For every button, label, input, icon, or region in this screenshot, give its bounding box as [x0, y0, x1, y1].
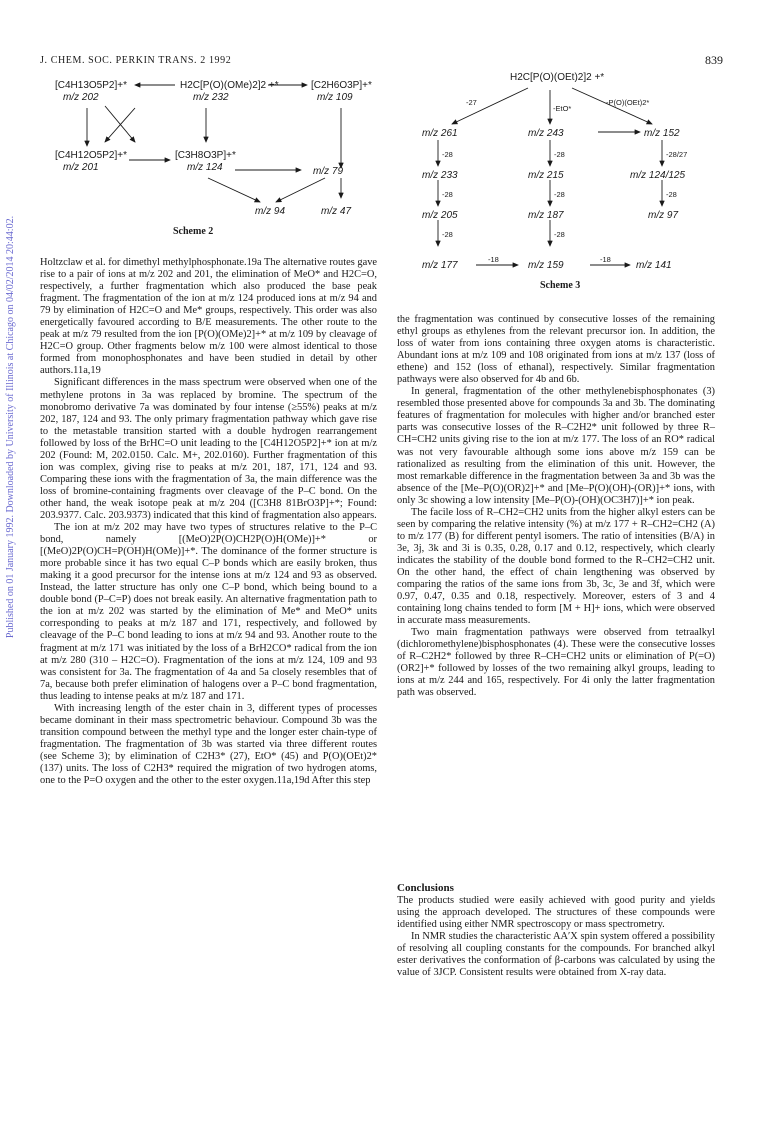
mz-152: m/z 152 — [644, 128, 680, 139]
paragraph: Significant differences in the mass spectrum were observed when one of the methylene protons in 3a was replaced by bromine. The spectrum of the monobromo derivative 7a was dominated by four intense (≥55%) peaks at m/z 202, 187, 124 and 93. The only primary fragmentation pathway which gave rise to the metastable transition started with a double hydrogen rearrangement followed by loss of the BrHC=O unit leading to the [C4H12O5P2]+* ion at m/z 202 (Found: M, 202.0150. Calc. M+, 202.0160). Further fragmentation of this ion was complex, giving rise to peaks at m/z 201, 187, 171, 124 and 93. Comparing these ions with the fragmentation of 3a, the main difference was the loss of bromine-containing fragments over cleavage of the P–C bond. On the other hand, the weak isotope peak at m/z 204 ([C3H8 81BrO3P]+*; Found: 203.9377. Calc. 203.9373) indicated that this kind of fragmentation also appears. — [40, 377, 377, 521]
mz-159: m/z 159 — [528, 260, 564, 271]
loss-eto-label: -EtO* — [553, 104, 572, 113]
mz-261: m/z 261 — [422, 128, 458, 139]
mz-233: m/z 233 — [422, 170, 458, 181]
mz-97: m/z 97 — [648, 210, 679, 221]
mz-243: m/z 243 — [528, 128, 564, 139]
mz-202: m/z 202 — [63, 92, 99, 103]
mz-124-125: m/z 124/125 — [630, 170, 686, 181]
ion-c2h6o3p: [C2H6O3P]+* — [311, 80, 372, 91]
mz-141: m/z 141 — [636, 260, 672, 271]
loss-28-27-label: -28/27 — [666, 150, 688, 159]
loss-28-label: -28 — [554, 150, 565, 159]
paragraph: The products studied were easily achieved with good purity and yields using the approach developed. The structures of these compounds were identified using either NMR spectroscopy or mass spectrometry. — [397, 895, 715, 931]
mz-205: m/z 205 — [422, 210, 458, 221]
mz-109: m/z 109 — [317, 92, 353, 103]
scheme-2-caption: Scheme 2 — [173, 226, 214, 237]
paragraph: In general, fragmentation of the other methylenebisphosphonates (3) resembled those presented above for compounds 3a and 3b. The dominating features of fragmentation for molecules with higher and/or branched ester parts was consecutive losses of the R–C2H2* unit followed by three R–CH=CH2 units giving rise to the ion at m/z 177. The loss of an RO* radical was not very favourable although some ions above m/z 159 can be rationalized as resulting from the elimination of this unit. However, the most remarkable difference in the fragmentation between 3a and 3b was the absence of the [Me–P(O)(OR)2]+* and [Me–P(O)(OH)-(OR)]+* ions, with only 3c showing a low intensity [Me–P(O)-(OH)(OC3H7)]+* ion peak. — [397, 386, 715, 506]
ion-c4h13o5p2: [C4H13O5P2]+* — [55, 80, 127, 91]
mz-47: m/z 47 — [321, 206, 352, 217]
ion-c3h8o3p: [C3H8O3P]+* — [175, 150, 236, 161]
paragraph: Two main fragmentation pathways were observed from tetraalkyl (dichloromethylene)bisphosphonates (4). These were the consecutive losses of R–C2H2* followed by three R–CH=CH2 units or elimination of P(=O)(OR2]+* followed by losses of the two remaining alkyl groups, leading to ions at m/z 244 and 165, respectively. For 4i only the latter fragmentation path was observed. — [397, 627, 715, 699]
mz-232: m/z 232 — [193, 92, 229, 103]
page-number: 839 — [705, 53, 723, 67]
ion-c4h12o5p2: [C4H12O5P2]+* — [55, 150, 127, 161]
mz-215: m/z 215 — [528, 170, 564, 181]
loss-28-label: -28 — [554, 230, 565, 239]
scheme-3-caption: Scheme 3 — [540, 280, 581, 291]
left-column — [40, 257, 377, 787]
loss-18-label: -18 — [488, 255, 499, 264]
paragraph: The ion at m/z 202 may have two types of structures relative to the P–C bond, namely [(MeO)2P(O)CH2P(O)H(OMe)]+* or [(MeO)2P(O)CH=P(OH)H(OMe)]+*. The dominance of the former structure is more probable since it has two equal C–P bonds which are easily broken, thus making it a good precursor for the intense ions at m/z 124 and 93 as observed. Instead, the latter structure has only one C–P bond, which being bound to a double bond (P–C=P) does not break easily. An alternative fragmentation path to the ion at m/z 202 was started by the elimination of Me* and MeO* units corresponding to peaks at m/z 187 and 171, respectively, and followed by cleavage of the P–C bond leading to ions at m/z 94 and 93. Another route to the fragment at m/z 171 was initiated by the loss of a BrH2CO* radical from the ion at m/z 280 (310 – H2C=O). Fragmentation of the ions at m/z 124, 109 and 93 was consistent for 3a. The fragmentation of 4a and 5a closely resembles that of 7a, because both prefer elimination of halogens over a P–C bond fragmentation, thus leading to intense peaks at m/z 187 and 171. — [40, 522, 377, 702]
mz-94: m/z 94 — [255, 206, 286, 217]
mz-79: m/z 79 — [313, 166, 344, 177]
mz-187: m/z 187 — [528, 210, 564, 221]
loss-28-label: -28 — [442, 190, 453, 199]
paragraph: In NMR studies the characteristic AA′X spin system offered a possibility of resolving all coupling constants for the compounds. For branched alkyl ester derivatives the conformation of β-carbons was calculated by using the value of 3JCP. Consistent results were obtained from X-ray data. — [397, 931, 715, 979]
right-column — [397, 314, 715, 700]
mz-124: m/z 124 — [187, 162, 223, 173]
paragraph: With increasing length of the ester chain in 3, different types of processes became dominant in their mass spectrometric behaviour. Compound 3b was the transition compound between the methyl type and the longer ester chain-type of fragmentation. The fragmentation of 3b was started via three different routes (see Scheme 3); by elimination of C2H3* (27), EtO* (45) and P(O)(OEt)2* (137) units. The loss of C2H3* required the migration of two hydrogen atoms, one to the P=O oxygen and the other to the ester oxygen.11a,19d After this step — [40, 702, 377, 787]
ion-parent-methyl: H2C[P(O)(OMe)2]2 +* — [180, 80, 279, 91]
loss-18-label: -18 — [600, 255, 611, 264]
download-notice[interactable]: Published on 01 January 1992. Downloaded by University of Illinois at Chicago on 04/02/2014 20:44:02. — [5, 215, 16, 639]
mz-177: m/z 177 — [422, 260, 458, 271]
loss-27-label: -27 — [466, 98, 477, 107]
running-head: J. CHEM. SOC. PERKIN TRANS. 2 1992 — [40, 55, 232, 66]
conclusions-heading: Conclusions — [397, 882, 454, 894]
loss-28-label: -28 — [554, 190, 565, 199]
loss-28-label: -28 — [666, 190, 677, 199]
loss-28-label: -28 — [442, 230, 453, 239]
mz-201: m/z 201 — [63, 162, 99, 173]
paragraph: Holtzclaw et al. for dimethyl methylphosphonate.19a The alternative routes gave rise to a pair of ions at m/z 202 and 201, the elimination of MeO* and H2C=O, respectively, a further fragmentation which also produced the base peak fragment. The fragmentation of the ion at m/z 124 produced ions at m/z 94 and 79 by elimination of H2C=O and Me* groups, respectively. This order was also energetically favoured according to B/E measurements. The other route to the peak at m/z 79 resulted from the ion [P(O)(OMe)2]+* at m/z 109 by cleavage of H2C=O group. Other fragments below m/z 100 were almost identical to those formed from monophosphonates and have been studied in detail by other authors.11a,19 — [40, 257, 377, 377]
loss-28-label: -28 — [442, 150, 453, 159]
ion-parent-ethyl: H2C[P(O)(OEt)2]2 +* — [510, 72, 605, 83]
paragraph: the fragmentation was continued by consecutive losses of the remaining ethyl groups as ethylenes from the relevant precursor ion. In addition, the loss of water from ions containing three oxygen atoms is characteristic. Abundant ions at m/z 109 and 108 originated from ions at m/z 137 (loss of ethene) and 152 (loss of ethanal), respectively. Similar fragmentation pathways were also observed for 4b and 6b. — [397, 314, 715, 386]
loss-poet-label: -P(O)(OEt)2* — [606, 98, 650, 107]
scheme-3 — [400, 66, 730, 296]
conclusions-section — [397, 882, 715, 979]
scheme-2 — [55, 70, 385, 240]
paragraph: The facile loss of R–CH2=CH2 units from the higher alkyl esters can be seen by comparing the relative intensity (%) at m/z 177 + R–CH2=CH2 (A) to m/z 177 (B) for different pentyl isomers. The ratio of intensities (B/A) in 3e, 3j, 3k and 3i is 0.35, 0.28, 0.17 and 0.12, respectively, which clearly indicates the stability of the double bond formed to the R–CH2=CH2 unit. On the other hand, the effect of chain lengthening was observed by comparing the ratios of the same ions from 3b, 3c, 3e and 3f, which were 0.97, 0.47, 0.35 and 0.18, respectively. Moreover, esters of 3 and 4 containing long chains tended to form [M + H]+ ions, which were observed in accurate mass measurements. — [397, 506, 715, 627]
